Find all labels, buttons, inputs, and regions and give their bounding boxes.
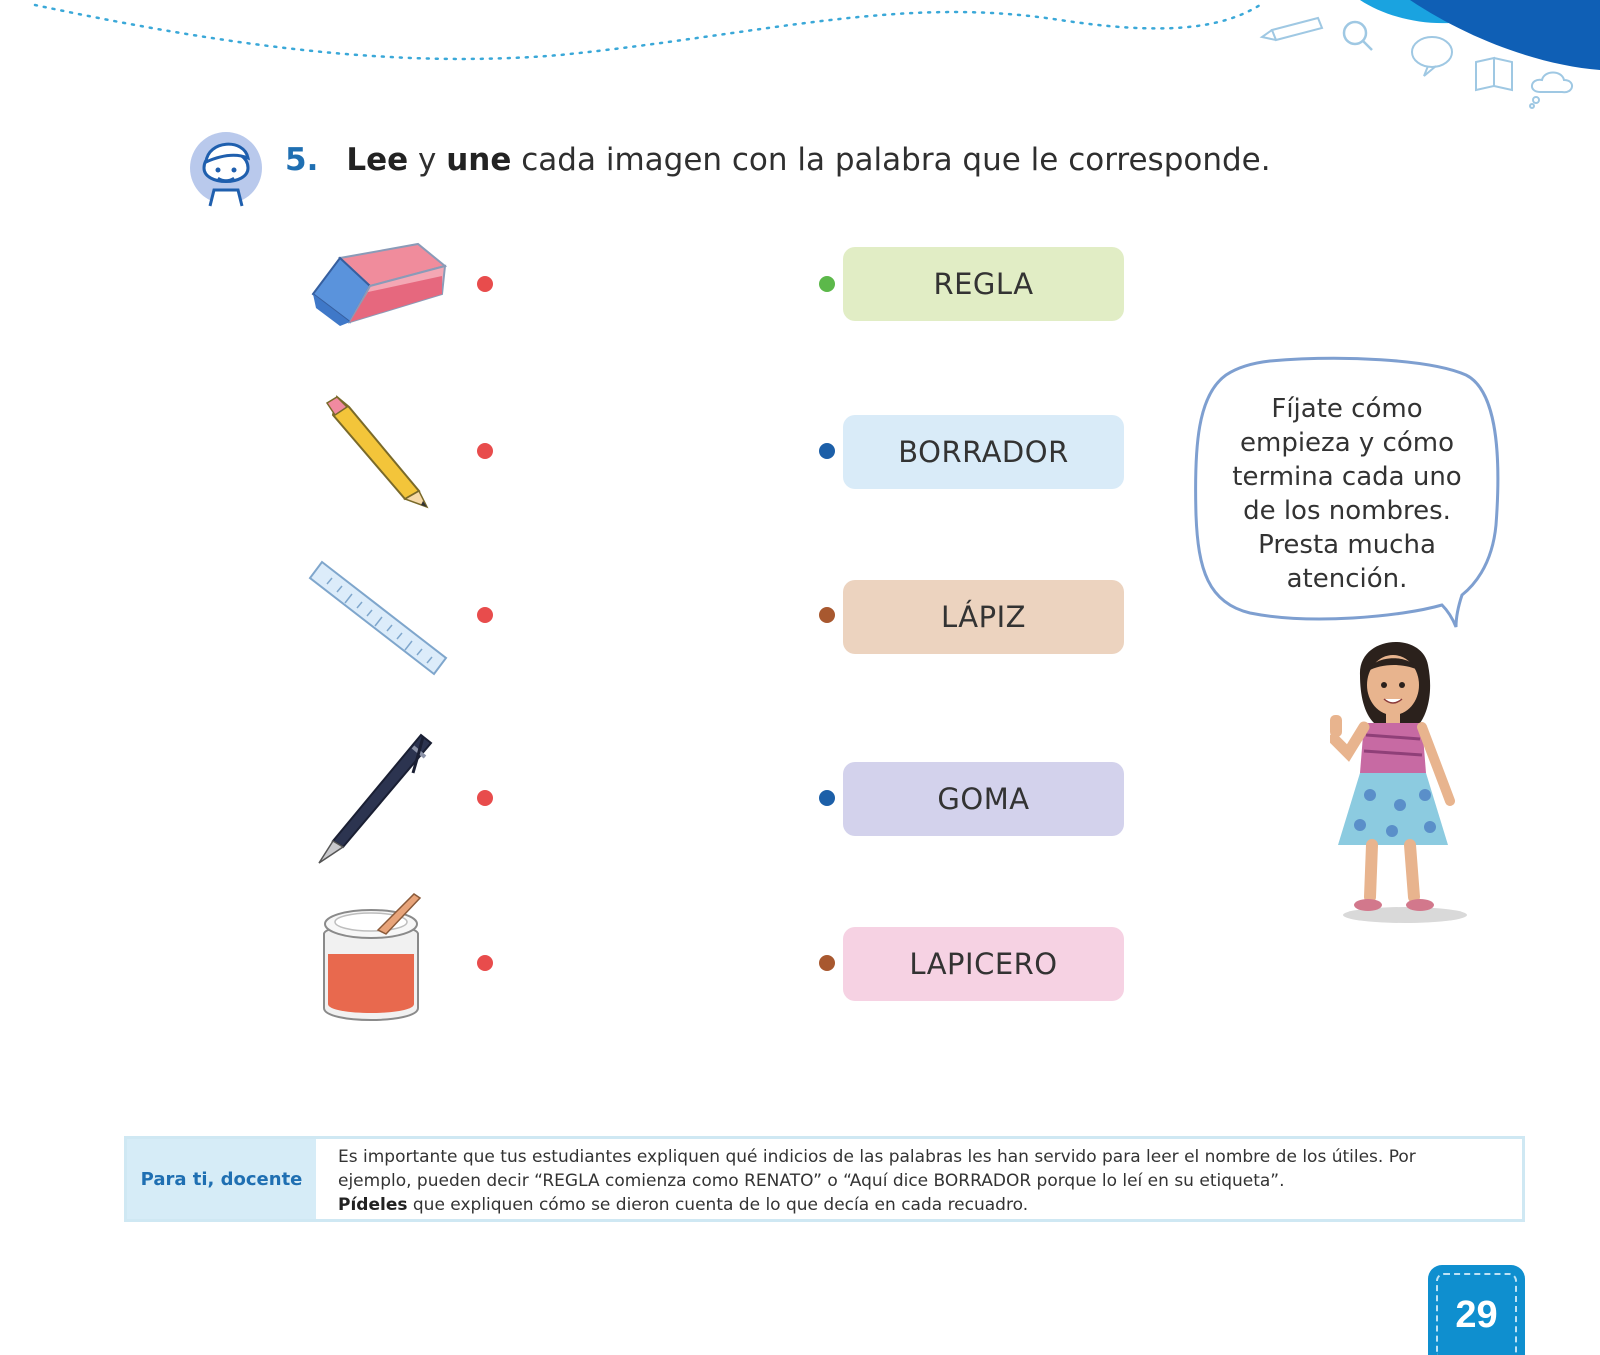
right-match-dot[interactable] — [819, 790, 835, 806]
left-match-dot[interactable] — [477, 443, 493, 459]
word-box-goma: GOMA — [843, 762, 1124, 836]
instruction-verb-lee: Lee — [346, 142, 409, 178]
right-match-dot[interactable] — [819, 955, 835, 971]
student-avatar-icon — [190, 128, 268, 208]
bubble-line: atención. — [1286, 564, 1408, 594]
bubble-line: termina cada uno — [1232, 462, 1462, 492]
right-match-dot[interactable] — [819, 607, 835, 623]
eraser-icon — [310, 236, 450, 331]
glue-jar-icon — [318, 892, 428, 1032]
pen-icon — [313, 733, 443, 865]
thought-cloud-doodle-icon — [1530, 73, 1572, 109]
teacher-note-line — [338, 1193, 1506, 1217]
word-box-regla: REGLA — [843, 247, 1124, 321]
teacher-note-line: Es importante que tus estudiantes expliquen qué indicios de las palabras les han servido para leer el nombre de los útiles. Por — [338, 1147, 1416, 1167]
teacher-note-bold-word: Pídeles — [338, 1195, 408, 1215]
left-match-dot[interactable] — [477, 955, 493, 971]
teacher-note-line: ejemplo, pueden decir “REGLA comienza como RENATO” o “Aquí dice BORRADOR porque lo leí en su etiqueta”. — [338, 1171, 1285, 1191]
word-box-borrador: BORRADOR — [843, 415, 1124, 489]
activity-number: 5. — [285, 142, 319, 178]
instruction-connector: y — [408, 142, 447, 178]
activity-instruction — [285, 142, 1271, 178]
bubble-line: Fíjate cómo — [1271, 394, 1423, 424]
header-decoration — [0, 0, 1600, 115]
page-number-badge — [1428, 1265, 1525, 1355]
teacher-note — [124, 1136, 1525, 1222]
teacher-note-line3-rest: que expliquen cómo se dieron cuenta de lo que decía en cada recuadro. — [407, 1195, 1029, 1215]
right-match-dot[interactable] — [819, 443, 835, 459]
page-number: 29 — [1436, 1273, 1517, 1355]
chat-bubble-doodle-icon — [1412, 37, 1452, 76]
right-match-dot[interactable] — [819, 276, 835, 292]
ruler-icon — [308, 560, 448, 680]
left-match-dot[interactable] — [477, 276, 493, 292]
magnifier-doodle-icon — [1344, 22, 1372, 50]
speech-bubble-text — [1214, 392, 1480, 596]
teacher-note-body — [316, 1139, 1522, 1219]
bubble-line: empieza y cómo — [1240, 428, 1454, 458]
instruction-rest: cada imagen con la palabra que le corresponde. — [511, 142, 1271, 178]
bubble-line: de los nombres. — [1243, 496, 1451, 526]
book-doodle-icon — [1476, 58, 1512, 90]
bubble-line: Presta mucha — [1258, 530, 1436, 560]
teacher-note-label: Para ti, docente — [127, 1139, 316, 1219]
left-match-dot[interactable] — [477, 790, 493, 806]
instruction-verb-une: une — [446, 142, 512, 178]
word-box-lapiz: LÁPIZ — [843, 580, 1124, 654]
girl-thumbs-up-illustration — [1330, 635, 1480, 925]
pencil-icon — [325, 395, 435, 510]
pencil-doodle-icon — [1262, 18, 1322, 40]
left-match-dot[interactable] — [477, 607, 493, 623]
word-box-lapicero: LAPICERO — [843, 927, 1124, 1001]
